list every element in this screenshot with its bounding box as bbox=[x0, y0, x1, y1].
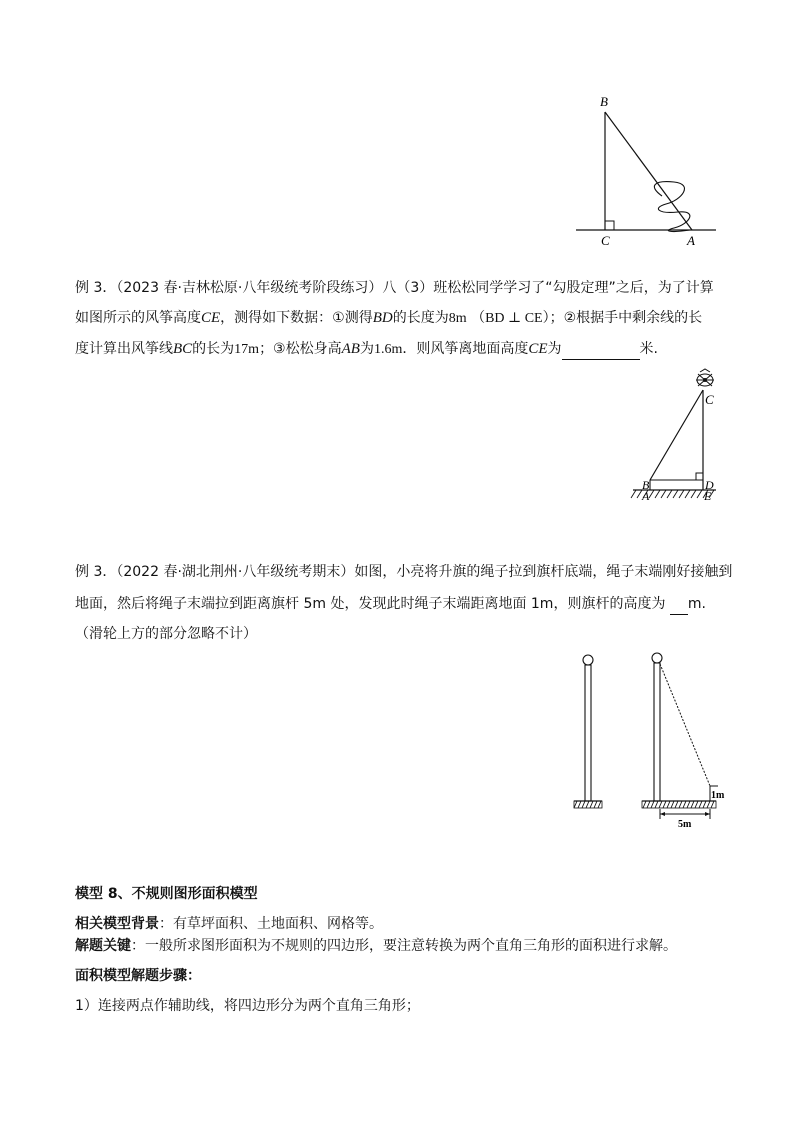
label-D: D bbox=[705, 478, 714, 492]
example3a-text2a: 如图所示的风筝高度 bbox=[75, 310, 201, 326]
label-E: E bbox=[704, 489, 712, 503]
model8-key-text: ：一般所求图形面积为不规则的四边形，要注意转换为两个直角三角形的面积进行求解。 bbox=[131, 938, 677, 954]
string-loops-icon bbox=[654, 182, 690, 232]
segment-BC bbox=[650, 390, 703, 480]
var-BC: BC bbox=[173, 341, 193, 357]
label-1m: 1m bbox=[711, 790, 725, 801]
example3a-text3f: 为 bbox=[547, 341, 562, 357]
figure-right-triangle bbox=[570, 90, 720, 250]
example3b-line2 bbox=[75, 594, 706, 615]
figure-flagpoles bbox=[566, 648, 746, 830]
example3a-line1 bbox=[75, 278, 714, 298]
right-angle-mark bbox=[696, 473, 703, 480]
example3b-text2: 地面，然后将绳子末端拉到距离旗杆 5m 处，发现此时绳子末端距离地面 1m，则旗杆的高度为 bbox=[75, 596, 666, 612]
var-AB: AB bbox=[341, 341, 360, 357]
var-CE-2: CE bbox=[528, 341, 548, 357]
example3a-text3c: ；③松松身高 bbox=[259, 341, 342, 357]
example3a-text3a: 度计算出风筝线 bbox=[75, 341, 173, 357]
example3a-text3d: 为 bbox=[359, 341, 374, 357]
kite-icon bbox=[696, 369, 714, 386]
example3a-prefix: 例 3． bbox=[75, 280, 117, 296]
model8-background bbox=[75, 914, 383, 934]
example3a-text2c: 的长度为 bbox=[392, 310, 449, 326]
example3b-text3: （滑轮上方的部分忽略不计） bbox=[75, 626, 257, 642]
model8-steps-heading: 面积模型解题步骤： bbox=[75, 968, 201, 984]
example3b-line1 bbox=[75, 562, 732, 582]
model8-background-label: 相关模型背景 bbox=[75, 916, 159, 932]
example3a-text3b: 的长为 bbox=[192, 341, 235, 357]
value-17m: 17m bbox=[234, 342, 260, 357]
answer-blank bbox=[562, 339, 640, 360]
flagpole-right bbox=[642, 653, 718, 819]
model8-step1: 1）连接两点作辅助线，将四边形分为两个直角三角形； bbox=[75, 998, 420, 1014]
rope-line bbox=[660, 664, 710, 786]
var-CE: CE bbox=[201, 310, 221, 326]
model8-background-text: ：有草坪面积、土地面积、网格等。 bbox=[159, 916, 383, 932]
label-A: A bbox=[687, 233, 695, 248]
example3a-text2d: ；②根据手中剩余线的长 bbox=[549, 310, 703, 326]
model8-key bbox=[75, 936, 677, 956]
example3a-line2 bbox=[75, 308, 702, 329]
model8-heading: 模型 8、不规则图形面积模型 bbox=[75, 886, 258, 902]
label-C: C bbox=[705, 392, 714, 407]
example3b-line3 bbox=[75, 624, 257, 644]
answer-blank-2 bbox=[670, 594, 688, 615]
right-angle-mark bbox=[605, 221, 614, 230]
example3b-text1: 如图，小亮将升旗的绳子拉到旗杆底端，绳子末端刚好接触到 bbox=[354, 564, 733, 580]
var-BD: BD bbox=[372, 310, 393, 326]
example3a-text3g: 米. bbox=[639, 341, 658, 357]
value-1-6m: 1.6m bbox=[373, 342, 403, 357]
example3a-text2b: ，测得如下数据：①测得 bbox=[220, 310, 373, 326]
label-B: B bbox=[642, 478, 650, 492]
figure-kite-triangle bbox=[628, 368, 728, 518]
label-B: B bbox=[600, 94, 608, 109]
value-perp: （BD ⊥ CE） bbox=[471, 311, 550, 326]
example3b-source: （2022 春·湖北荆州·八年级统考期末） bbox=[116, 564, 355, 580]
example3b-prefix: 例 3． bbox=[75, 564, 117, 580]
label-A: A bbox=[642, 489, 650, 503]
model8-key-label: 解题关键 bbox=[75, 938, 131, 954]
example3b-text2-end: m. bbox=[687, 596, 706, 612]
example3a-text1: 八（3）班松松同学学习了“勾股定理”之后，为了计算 bbox=[382, 280, 714, 296]
label-5m: 5m bbox=[678, 819, 692, 830]
example3a-source: （2023 春·吉林松原·八年级统考阶段练习） bbox=[116, 280, 383, 296]
label-C: C bbox=[601, 233, 610, 248]
value-8m: 8m bbox=[448, 311, 467, 326]
flagpole-left bbox=[574, 655, 602, 808]
example3a-line3 bbox=[75, 339, 658, 360]
example3a-text3e: ．则风筝离地面高度 bbox=[402, 341, 529, 357]
